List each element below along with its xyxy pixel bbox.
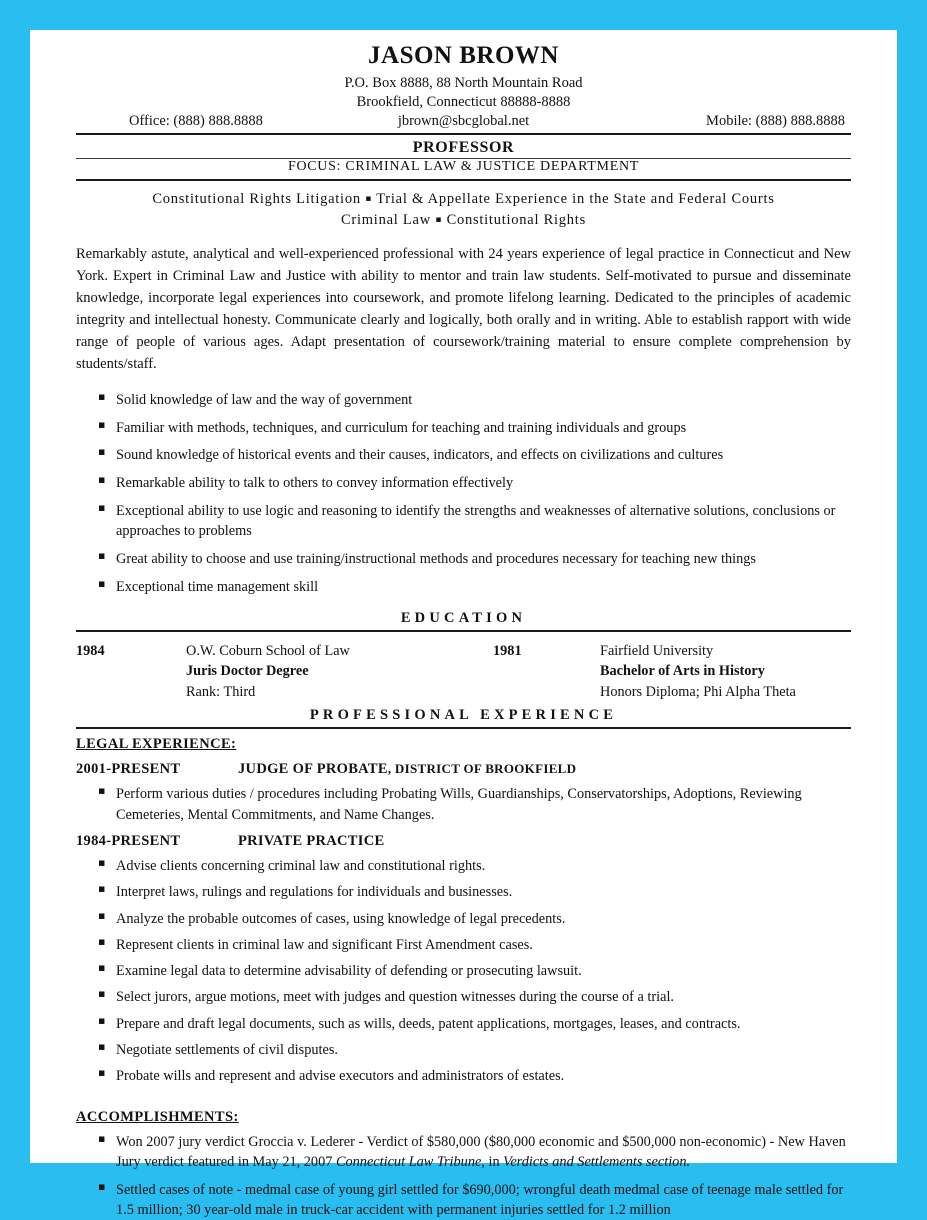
- job-role-main: JUDGE OF PROBATE: [238, 761, 388, 778]
- accomplishment-italic: Connecticut Law Tribune: [335, 1153, 482, 1170]
- office-phone: Office: (888) 888.8888: [129, 113, 263, 130]
- job-duties-list: [76, 856, 851, 1087]
- education-degree: Juris Doctor Degree: [186, 663, 309, 680]
- list-item: ▪ Familiar with methods, techniques, and curriculum for teaching and training individuals and groups: [76, 418, 851, 438]
- legal-experience-subheading: LEGAL EXPERIENCE:: [76, 736, 237, 753]
- qualifications-list: [76, 390, 851, 597]
- divider-under-education-heading: [76, 630, 851, 632]
- accomplishment-text: Won 2007 jury verdict Groccia v. Lederer - Verdict of $580,000 ($80,000 economic and $500,000 non-economic) - New Haven Jury verdict featured in May 21, 2007: [116, 1133, 846, 1170]
- education-year: 1984: [76, 642, 105, 659]
- list-item: [76, 1132, 851, 1173]
- address-line-1: P.O. Box 8888, 88 North Mountain Road: [344, 74, 583, 91]
- education-entry: [76, 641, 493, 703]
- specialty-3: Criminal Law: [341, 212, 431, 229]
- education-school: O.W. Coburn School of Law: [186, 642, 350, 659]
- job-role: [238, 761, 851, 778]
- education-detail: Rank: Third: [186, 683, 256, 700]
- resume-page: [30, 30, 897, 1219]
- specialties-line-2: [76, 210, 851, 231]
- education-year: 1981: [493, 642, 522, 659]
- list-item: ▪ Great ability to choose and use training/instructional methods and procedures necessary for teaching new things: [76, 549, 851, 569]
- job-role: [238, 833, 851, 850]
- list-item: ▪ Remarkable ability to talk to others to convey information effectively: [76, 473, 851, 493]
- list-item: ▪ Select jurors, argue motions, meet with judges and question witnesses during the course of a trial.: [76, 987, 851, 1007]
- specialties-block: [76, 181, 851, 237]
- education-entry: [493, 641, 851, 703]
- accomplishments-subheading: ACCOMPLISHMENTS:: [76, 1108, 239, 1125]
- contact-row: [76, 113, 851, 133]
- candidate-name: JASON BROWN: [368, 42, 559, 69]
- specialty-4: Constitutional Rights: [446, 212, 586, 229]
- mobile-phone: Mobile: (888) 888.8888: [706, 113, 845, 130]
- list-item: ▪ Sound knowledge of historical events and their causes, indicators, and effects on civilizations and cultures: [76, 445, 851, 465]
- list-item: [76, 1180, 851, 1220]
- job-entry-header: [76, 761, 851, 778]
- specialty-2: Trial & Appellate Experience in the State and Federal Courts: [376, 191, 775, 208]
- job-role-rest: , DISTRICT OF BROOKFIELD: [387, 761, 577, 777]
- list-item: ▪ Interpret laws, rulings and regulations for individuals and businesses.: [76, 882, 851, 902]
- address-block: [76, 74, 851, 113]
- list-item: ▪ Represent clients in criminal law and significant First Amendment cases.: [76, 935, 851, 955]
- education-school: Fairfield University: [600, 642, 714, 659]
- list-item: ▪ Prepare and draft legal documents, such as wills, deeds, patent applications, mortgages, leases, and contracts.: [76, 1014, 851, 1034]
- square-bullet-icon: ▪: [365, 194, 373, 205]
- education-detail: Honors Diploma; Phi Alpha Theta: [600, 683, 796, 700]
- square-bullet-icon: ▪: [435, 215, 443, 226]
- education-degree: Bachelor of Arts in History: [600, 663, 765, 680]
- education-section-heading: EDUCATION: [400, 609, 527, 626]
- divider-under-experience-heading: [76, 727, 851, 729]
- accomplishment-italic: Verdicts and Settlements section.: [503, 1153, 691, 1170]
- specialty-1: Constitutional Rights Litigation: [152, 191, 361, 208]
- list-item: ▪ Probate wills and represent and advise executors and administrators of estates.: [76, 1066, 851, 1086]
- list-item: ▪ Exceptional time management skill: [76, 577, 851, 597]
- accomplishment-text: Settled cases of note - medmal case of young girl settled for $690,000; wrongful death medmal case of teenage male settled for 1.5 million; 30 year-old male in truck-car accident with permanent injuries settled for 1.2 million: [116, 1181, 844, 1219]
- headline-focus: FOCUS: CRIMINAL LAW & JUSTICE DEPARTMENT: [287, 159, 640, 175]
- resume-content: [76, 30, 851, 1219]
- list-item: ▪ Perform various duties / procedures including Probating Wills, Guardianships, Conservatorships, Adoptions, Reviewing Cemeteries, Mental Commitments, and Name Changes.: [76, 784, 851, 825]
- list-item: ▪ Negotiate settlements of civil disputes.: [76, 1040, 851, 1060]
- address-line-2: Brookfield, Connecticut 88888-8888: [356, 93, 571, 110]
- accomplishments-list: [76, 1132, 851, 1220]
- education-details: [600, 641, 851, 703]
- job-entry-header: [76, 833, 851, 850]
- list-item: ▪ Examine legal data to determine advisability of defending or prosecuting lawsuit.: [76, 961, 851, 981]
- headline-job-title: PROFESSOR: [412, 139, 515, 157]
- accomplishment-text: , in: [481, 1153, 504, 1170]
- job-dates: 2001-PRESENT: [76, 761, 181, 778]
- experience-section-heading: PROFESSIONAL EXPERIENCE: [309, 707, 618, 724]
- professional-summary: Remarkably astute, analytical and well-experienced professional with 24 years experience of legal practice in Connecticut and New York. Expert in Criminal Law and Justice with ability to mentor and train law students. Self-motivated to pursue and disseminate knowledge, incorporate legal experiences into coursework, and promote lifelong learning. Dedicated to the principles of academic integrity and intellectual honesty. Communicate clearly and logically, both orally and in writing. Able to establish rapport with wide range of people of various ages. Adapt presentation of coursework/training material to ensure complete comprehension by students/staff.: [76, 246, 851, 373]
- job-dates: 1984-PRESENT: [76, 832, 181, 849]
- job-duties-list: [76, 784, 851, 825]
- specialties-line-1: [76, 189, 851, 210]
- education-entries: [76, 641, 851, 703]
- list-item: ▪ Analyze the probable outcomes of cases, using knowledge of legal precedents.: [76, 909, 851, 929]
- email-address[interactable]: jbrown@sbcglobal.net: [397, 113, 530, 130]
- list-item: ▪ Solid knowledge of law and the way of government: [76, 390, 851, 410]
- list-item: ▪ Advise clients concerning criminal law and constitutional rights.: [76, 856, 851, 876]
- education-details: [186, 641, 493, 703]
- job-role-main: PRIVATE PRACTICE: [238, 832, 385, 849]
- list-item: ▪ Exceptional ability to use logic and reasoning to identify the strengths and weaknesses of alternative solutions, conclusions or approaches to problems: [76, 501, 851, 542]
